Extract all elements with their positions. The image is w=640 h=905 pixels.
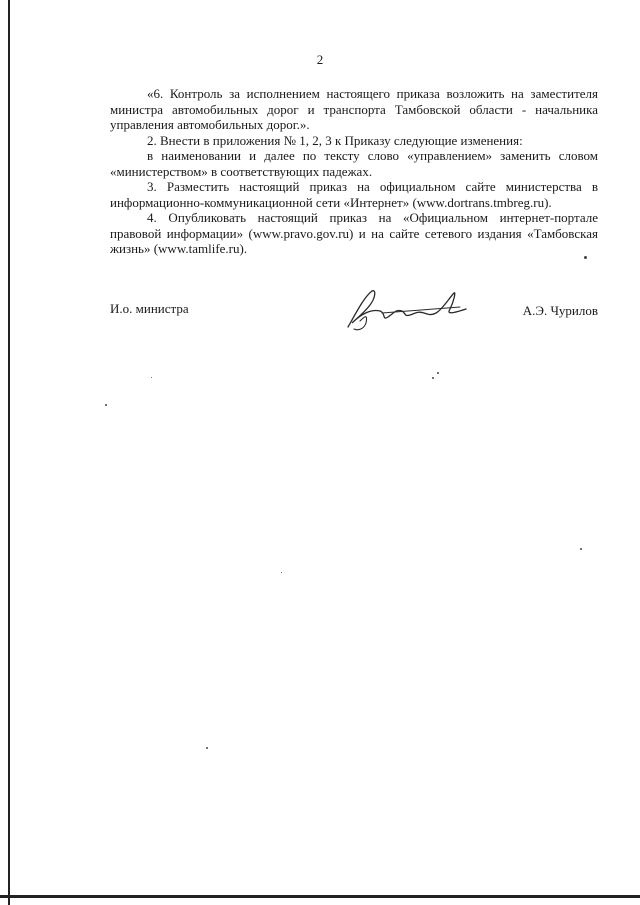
scan-speck xyxy=(281,572,282,573)
paragraph-publish-portal: 4. Опубликовать настоящий приказ на «Официальном интернет-портале правовой информации» (www.pravo.gov.ru) и на сайте сетевого издания «Тамбовская жизнь» (www.tamlife.ru). xyxy=(110,210,598,256)
paragraph-control: «6. Контроль за исполнением настоящего приказа возложить на заместителя министра автомобильных дорог и транспорта Тамбовской области - начальника управления автомобильных дорог.». xyxy=(110,86,598,132)
scan-speck xyxy=(206,747,208,749)
signatory-title: И.о. министра xyxy=(110,301,189,316)
scan-edge-bottom xyxy=(0,895,640,898)
paragraph-publish-site: 3. Разместить настоящий приказ на официальном сайте министерства в информационно-коммуникационной сети «Интернет» (www.dortrans.tmbreg.ru). xyxy=(110,179,598,210)
paragraph-amendments: 2. Внести в приложения № 1, 2, 3 к Приказу следующие изменения: xyxy=(147,132,523,148)
scan-speck xyxy=(580,548,582,550)
paragraph-word-replacement: в наименовании и далее по тексту слово «управлением» заменить словом «министерством» в соответствующих падежах. xyxy=(110,148,598,179)
handwritten-signature xyxy=(342,283,472,335)
signature-block xyxy=(110,297,598,337)
page-number: 2 xyxy=(316,52,324,67)
scan-speck xyxy=(584,256,587,259)
scan-speck xyxy=(151,377,152,378)
scan-speck xyxy=(432,377,434,379)
scan-speck xyxy=(105,404,107,406)
scan-speck xyxy=(437,372,439,374)
document-body xyxy=(110,86,598,257)
signatory-name: А.Э. Чурилов xyxy=(522,303,598,318)
scan-edge-left xyxy=(8,0,10,905)
